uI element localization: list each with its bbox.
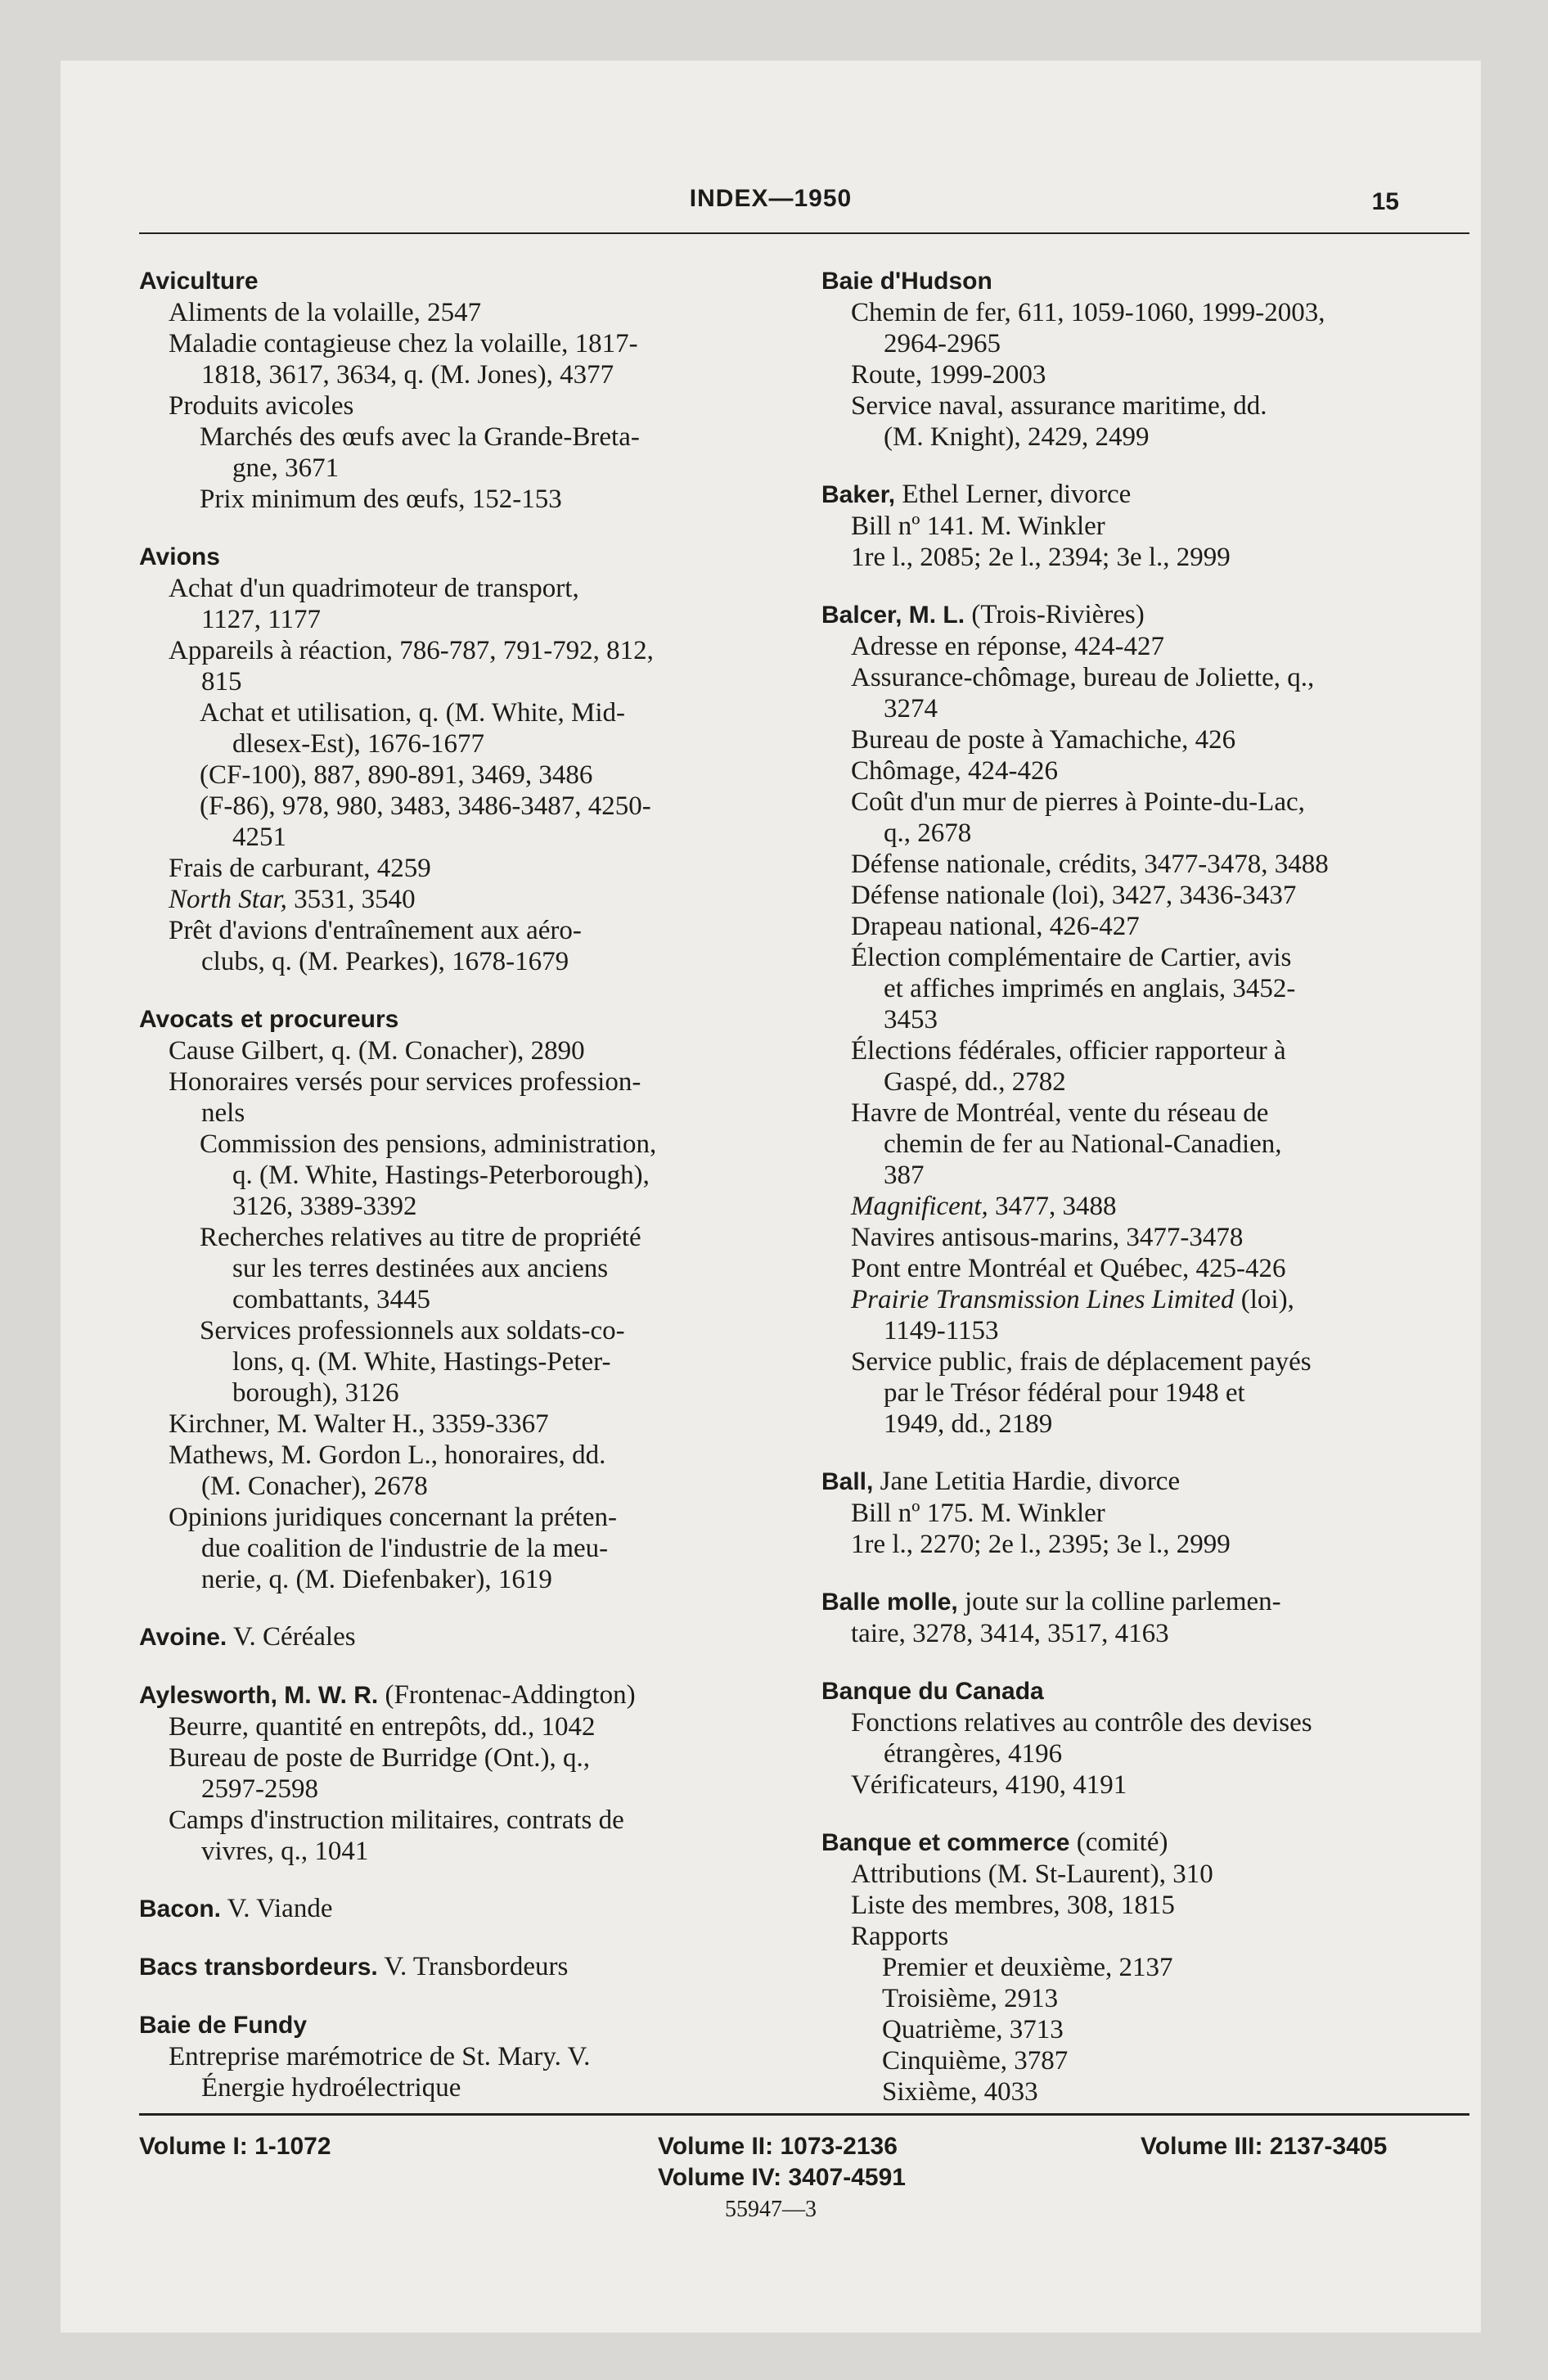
sub-entry (821, 1618, 1476, 1649)
sub-entry (139, 328, 794, 390)
sub-entry-text: Adresse en réponse, 424-427 (851, 632, 1165, 661)
sub-entry-text: Camps d'instruction militaires, contrats de (169, 1805, 624, 1835)
entry-heading-detail: Jane Letitia Hardie, divorce (873, 1467, 1181, 1496)
sub-entry-text: Marchés des œufs avec la Grande-Breta- (200, 422, 640, 452)
sub-entry-text: Drapeau national, 426-427 (851, 912, 1140, 941)
sub-entry-text: taire, 3278, 3414, 3517, 4163 (851, 1619, 1169, 1648)
sub-entry-text: Fonctions relatives au contrôle des devises (851, 1708, 1312, 1738)
footer-volume-2: Volume II: 1073-2136 (658, 2133, 898, 2160)
sub-entry (821, 2045, 1476, 2076)
index-entry (821, 265, 1476, 453)
sub-entry-continuation: q. (M. White, Hastings-Peterborough), (232, 1161, 650, 1190)
sub-entry-text: Bureau de poste à Yamachiche, 426 (851, 725, 1236, 755)
entry-heading: Balle molle, (821, 1589, 958, 1616)
entry-heading-detail: Ethel Lerner, divorce (895, 480, 1132, 509)
sub-entry-continuation: 387 (884, 1161, 925, 1190)
entry-heading-line (821, 1675, 1476, 1707)
sub-entry (821, 1707, 1476, 1769)
entry-heading: Avoine. (139, 1624, 227, 1651)
sub-entry-text: Aliments de la volaille, 2547 (169, 298, 482, 327)
sub-entry-text: Bill nº 175. M. Winkler (851, 1499, 1105, 1528)
sub-entry (821, 1769, 1476, 1801)
sub-entry (821, 1952, 1476, 1983)
sub-entry-continuation: étrangères, 4196 (884, 1739, 1063, 1769)
sub-entry-text: Vérificateurs, 4190, 4191 (851, 1770, 1127, 1800)
sub-entry-continuation: due coalition de l'industrie de la meu- (201, 1534, 609, 1563)
sub-entry-text: Cinquième, 3787 (882, 2046, 1069, 2076)
sub-entry-text: 3477, 3488 (988, 1192, 1117, 1221)
entry-heading: Baie de Fundy (139, 2012, 308, 2039)
entry-heading-line (139, 1893, 794, 1925)
sub-entry-continuation: et affiches imprimés en anglais, 3452- (884, 974, 1296, 1003)
sub-entry (821, 662, 1476, 724)
index-entry (821, 1466, 1476, 1560)
sub-entry-text: Prix minimum des œufs, 152-153 (200, 485, 562, 514)
footer-rule (139, 2113, 1469, 2116)
sub-entry-text: Achat et utilisation, q. (M. White, Mid- (200, 698, 625, 728)
sub-entry-text: (CF-100), 887, 890-891, 3469, 3486 (200, 760, 593, 790)
sub-entry (821, 849, 1476, 880)
sub-entry-text: Quatrième, 3713 (882, 2015, 1064, 2044)
sub-entry-text: Services professionnels aux soldats-co- (200, 1316, 625, 1346)
sub-entry (139, 1409, 794, 1440)
sub-entry (139, 1066, 794, 1129)
sub-entry-text: Maladie contagieuse chez la volaille, 1817- (169, 329, 638, 358)
sub-entry-continuation: dlesex-Est), 1676-1677 (232, 729, 484, 759)
sub-entry (821, 1890, 1476, 1921)
sub-entry (821, 1191, 1476, 1222)
sub-entry (821, 1222, 1476, 1253)
sub-entry-text: Attributions (M. St-Laurent), 310 (851, 1859, 1213, 1889)
sub-entry-text: (F-86), 978, 980, 3483, 3486-3487, 4250- (200, 791, 651, 821)
entry-heading-line (139, 1679, 794, 1711)
entry-heading: Aviculture (139, 268, 259, 295)
entry-heading-detail: V. Céréales (227, 1622, 356, 1652)
footer-volume-4: Volume IV: 3407-4591 (658, 2164, 906, 2191)
sub-entry-continuation: 1949, dd., 2189 (884, 1409, 1053, 1439)
sub-entry (139, 1742, 794, 1805)
sub-entry-text: Route, 1999-2003 (851, 360, 1046, 390)
sub-entry-text: Sixième, 4033 (882, 2077, 1038, 2107)
entry-heading-detail: V. Transbordeurs (377, 1952, 569, 1981)
sub-entry-text: Bill nº 141. M. Winkler (851, 512, 1105, 541)
index-entry (821, 1586, 1476, 1649)
sub-entry (139, 2041, 794, 2103)
index-entry (821, 599, 1476, 1440)
sub-entry-text: Chemin de fer, 611, 1059-1060, 1999-2003, (851, 298, 1325, 327)
sub-entry (139, 573, 794, 635)
footer-volume-1: Volume I: 1-1072 (139, 2133, 331, 2160)
sub-entry-text: Kirchner, M. Walter H., 3359-3367 (169, 1409, 549, 1439)
sub-entry-text: Troisième, 2913 (882, 1984, 1059, 2013)
sub-entry (139, 853, 794, 884)
entry-heading-line (139, 541, 794, 573)
sub-entry (821, 787, 1476, 849)
sub-entry-text: Service public, frais de déplacement payés (851, 1347, 1312, 1377)
sub-entry (821, 542, 1476, 573)
footer-volumes-2-4 (658, 2131, 906, 2193)
sub-entry-text: Prêt d'avions d'entraînement aux aéro- (169, 916, 582, 945)
sub-entry-text: Chômage, 424-426 (851, 756, 1058, 786)
sub-entry (821, 1921, 1476, 1952)
entry-heading: Bacs transbordeurs. (139, 1954, 378, 1981)
sub-entry-text: Appareils à réaction, 786-787, 791-792, 812, (169, 636, 654, 665)
sub-entry-text: Cause Gilbert, q. (M. Conacher), 2890 (169, 1036, 585, 1066)
sub-entry (139, 1129, 794, 1222)
sub-entry (821, 1859, 1476, 1890)
index-entry (821, 1675, 1476, 1801)
sub-entry (139, 1502, 794, 1595)
index-entry (139, 1951, 794, 1983)
sub-entry (821, 297, 1476, 359)
sub-entry-text: Rapports (851, 1922, 949, 1951)
sub-entry (821, 2014, 1476, 2045)
page-number: 15 (1371, 188, 1399, 215)
sub-entry (821, 1284, 1476, 1346)
sub-entry (139, 1711, 794, 1742)
sub-entry-continuation: vivres, q., 1041 (201, 1837, 369, 1866)
sub-entry (821, 942, 1476, 1035)
sub-entry-text: Élections fédérales, officier rapporteur à (851, 1036, 1286, 1066)
sub-entry-continuation: 3126, 3389-3392 (232, 1192, 417, 1221)
sub-entry (821, 631, 1476, 662)
sub-entry (139, 1440, 794, 1502)
sub-entry-continuation: par le Trésor fédéral pour 1948 et (884, 1378, 1245, 1408)
sub-entry-continuation: nels (201, 1098, 245, 1128)
sub-entry-continuation: chemin de fer au National-Canadien, (884, 1129, 1282, 1159)
header-rule (139, 232, 1469, 234)
sub-entry-continuation: gne, 3671 (232, 453, 340, 483)
sub-entry-text: Défense nationale (loi), 3427, 3436-3437 (851, 881, 1297, 910)
sub-entry-continuation: 1127, 1177 (201, 605, 322, 634)
sub-entry (139, 297, 794, 328)
entry-heading: Avions (139, 543, 220, 570)
index-entry (139, 265, 794, 515)
sub-entry (139, 484, 794, 515)
sub-entry-text: Produits avicoles (169, 391, 354, 421)
sub-entry-continuation: Gaspé, dd., 2782 (884, 1067, 1066, 1097)
sub-entry (821, 359, 1476, 390)
sub-entry (139, 760, 794, 791)
sub-entry (139, 390, 794, 421)
sub-entry (821, 511, 1476, 542)
sub-entry (821, 1498, 1476, 1529)
entry-heading-line (821, 479, 1476, 511)
italic-title: North Star, (169, 885, 287, 914)
sub-entry-text: Beurre, quantité en entrepôts, dd., 1042 (169, 1712, 596, 1742)
sub-entry (139, 697, 794, 760)
sub-entry-continuation: lons, q. (M. White, Hastings-Peter- (232, 1347, 611, 1377)
sub-entry-continuation: (M. Conacher), 2678 (201, 1472, 428, 1501)
sub-entry (821, 390, 1476, 453)
sub-entry (139, 915, 794, 977)
sub-entry-continuation: 815 (201, 667, 242, 696)
sub-entry (821, 1098, 1476, 1191)
sub-entry-continuation: combattants, 3445 (232, 1285, 430, 1314)
sub-entry-text: Frais de carburant, 4259 (169, 854, 431, 883)
entry-heading: Baie d'Hudson (821, 268, 992, 295)
sub-entry-text: Opinions juridiques concernant la préten- (169, 1503, 617, 1532)
sub-entry-text: Coût d'un mur de pierres à Pointe-du-Lac, (851, 787, 1305, 817)
sub-entry-text: (loi), (1234, 1285, 1294, 1314)
sub-entry-text: Liste des membres, 308, 1815 (851, 1891, 1175, 1920)
entry-heading: Banque du Canada (821, 1678, 1044, 1705)
entry-heading: Banque et commerce (821, 1829, 1070, 1856)
sub-entry-continuation: 1149-1153 (884, 1316, 999, 1346)
italic-title: Magnificent, (851, 1192, 988, 1221)
sub-entry-continuation: clubs, q. (M. Pearkes), 1678-1679 (201, 947, 569, 976)
index-entry (821, 479, 1476, 573)
sub-entry (821, 911, 1476, 942)
entry-heading-line (821, 1827, 1476, 1859)
entry-heading-detail: (Trois-Rivières) (965, 600, 1145, 629)
sub-entry-continuation: 2964-2965 (884, 329, 1001, 358)
entry-heading-line (821, 1466, 1476, 1498)
document-page (61, 61, 1481, 2333)
sub-entry-text: Pont entre Montréal et Québec, 425-426 (851, 1254, 1286, 1283)
sub-entry (821, 2076, 1476, 2107)
sub-entry-continuation: Énergie hydroélectrique (201, 2073, 461, 2103)
sub-entry (821, 880, 1476, 911)
sub-entry-text: Mathews, M. Gordon L., honoraires, dd. (169, 1440, 606, 1470)
running-title: INDEX—1950 (689, 185, 853, 212)
sub-entry-text: Assurance-chômage, bureau de Joliette, q., (851, 663, 1315, 692)
sub-entry-text: Recherches relatives au titre de propriété (200, 1223, 641, 1252)
sub-entry (139, 1222, 794, 1315)
entry-heading: Balcer, M. L. (821, 602, 965, 629)
entry-heading-line (139, 1003, 794, 1035)
index-column-right (821, 265, 1476, 2134)
entry-heading: Aylesworth, M. W. R. (139, 1682, 379, 1709)
sub-entry-continuation: 3274 (884, 694, 938, 723)
sub-entry (821, 1253, 1476, 1284)
italic-title: Prairie Transmission Lines Limited (851, 1285, 1235, 1314)
index-entry (139, 1893, 794, 1925)
sub-entry-continuation: 1818, 3617, 3634, q. (M. Jones), 4377 (201, 360, 614, 390)
sub-entry-text: Navires antisous-marins, 3477-3478 (851, 1223, 1244, 1252)
entry-heading-line (139, 265, 794, 297)
index-column-left (139, 265, 794, 2130)
sub-entry (139, 1035, 794, 1066)
sub-entry-text: Élection complémentaire de Cartier, avis (851, 943, 1292, 972)
sub-entry-continuation: sur les terres destinées aux anciens (232, 1254, 609, 1283)
sub-entry (821, 755, 1476, 787)
sub-entry-text: Havre de Montréal, vente du réseau de (851, 1098, 1269, 1128)
sub-entry-continuation: 2597-2598 (201, 1774, 318, 1804)
index-entry (139, 1621, 794, 1653)
index-entry (139, 541, 794, 977)
sub-entry-text: Bureau de poste de Burridge (Ont.), q., (169, 1743, 591, 1773)
sub-entry-text: Entreprise marémotrice de St. Mary. V. (169, 2042, 591, 2071)
sub-entry (139, 884, 794, 915)
sub-entry-text: Défense nationale, crédits, 3477-3478, 3488 (851, 850, 1329, 879)
entry-heading: Avocats et procureurs (139, 1006, 399, 1033)
entry-heading-line (821, 265, 1476, 297)
sub-entry (821, 1346, 1476, 1440)
sub-entry-continuation: nerie, q. (M. Diefenbaker), 1619 (201, 1565, 552, 1594)
index-entry (821, 1827, 1476, 2107)
sub-entry (139, 421, 794, 484)
entry-heading: Baker, (821, 481, 896, 508)
entry-heading-line (821, 1586, 1476, 1618)
entry-heading-detail: (comité) (1069, 1828, 1168, 1857)
index-entry (139, 1679, 794, 1867)
sub-entry-text: Honoraires versés pour services profession- (169, 1067, 641, 1097)
entry-heading-line (821, 599, 1476, 631)
sub-entry-continuation: 4251 (232, 823, 286, 852)
sub-entry-text: 1re l., 2270; 2e l., 2395; 3e l., 2999 (851, 1530, 1231, 1559)
sub-entry (821, 1983, 1476, 2014)
sub-entry (821, 1035, 1476, 1098)
sub-entry-continuation: q., 2678 (884, 818, 972, 848)
entry-heading-detail: joute sur la colline parlemen- (957, 1587, 1281, 1616)
entry-heading-line (139, 1951, 794, 1983)
sub-entry (139, 791, 794, 853)
entry-heading-line (139, 2009, 794, 2041)
sub-entry-continuation: 3453 (884, 1005, 938, 1034)
entry-heading: Ball, (821, 1468, 874, 1495)
entry-heading-detail: V. Viande (221, 1894, 333, 1923)
sub-entry-continuation: borough), 3126 (232, 1378, 399, 1408)
entry-heading-detail: (Frontenac-Addington) (378, 1680, 636, 1710)
sub-entry (821, 1529, 1476, 1560)
footer-volume-3: Volume III: 2137-3405 (1141, 2133, 1388, 2160)
index-entry (139, 2009, 794, 2103)
sub-entry-continuation: (M. Knight), 2429, 2499 (884, 422, 1150, 452)
sub-entry (821, 724, 1476, 755)
sub-entry (139, 635, 794, 697)
print-code: 55947—3 (725, 2197, 817, 2222)
sub-entry-text: Premier et deuxième, 2137 (882, 1953, 1173, 1982)
sub-entry (139, 1315, 794, 1409)
sub-entry (139, 1805, 794, 1867)
index-entry (139, 1003, 794, 1595)
sub-entry-text: 3531, 3540 (286, 885, 416, 914)
sub-entry-text: Service naval, assurance maritime, dd. (851, 391, 1267, 421)
sub-entry-text: Achat d'un quadrimoteur de transport, (169, 574, 579, 603)
sub-entry-text: 1re l., 2085; 2e l., 2394; 3e l., 2999 (851, 543, 1231, 572)
sub-entry-text: Commission des pensions, administration, (200, 1129, 657, 1159)
entry-heading: Bacon. (139, 1895, 222, 1922)
entry-heading-line (139, 1621, 794, 1653)
